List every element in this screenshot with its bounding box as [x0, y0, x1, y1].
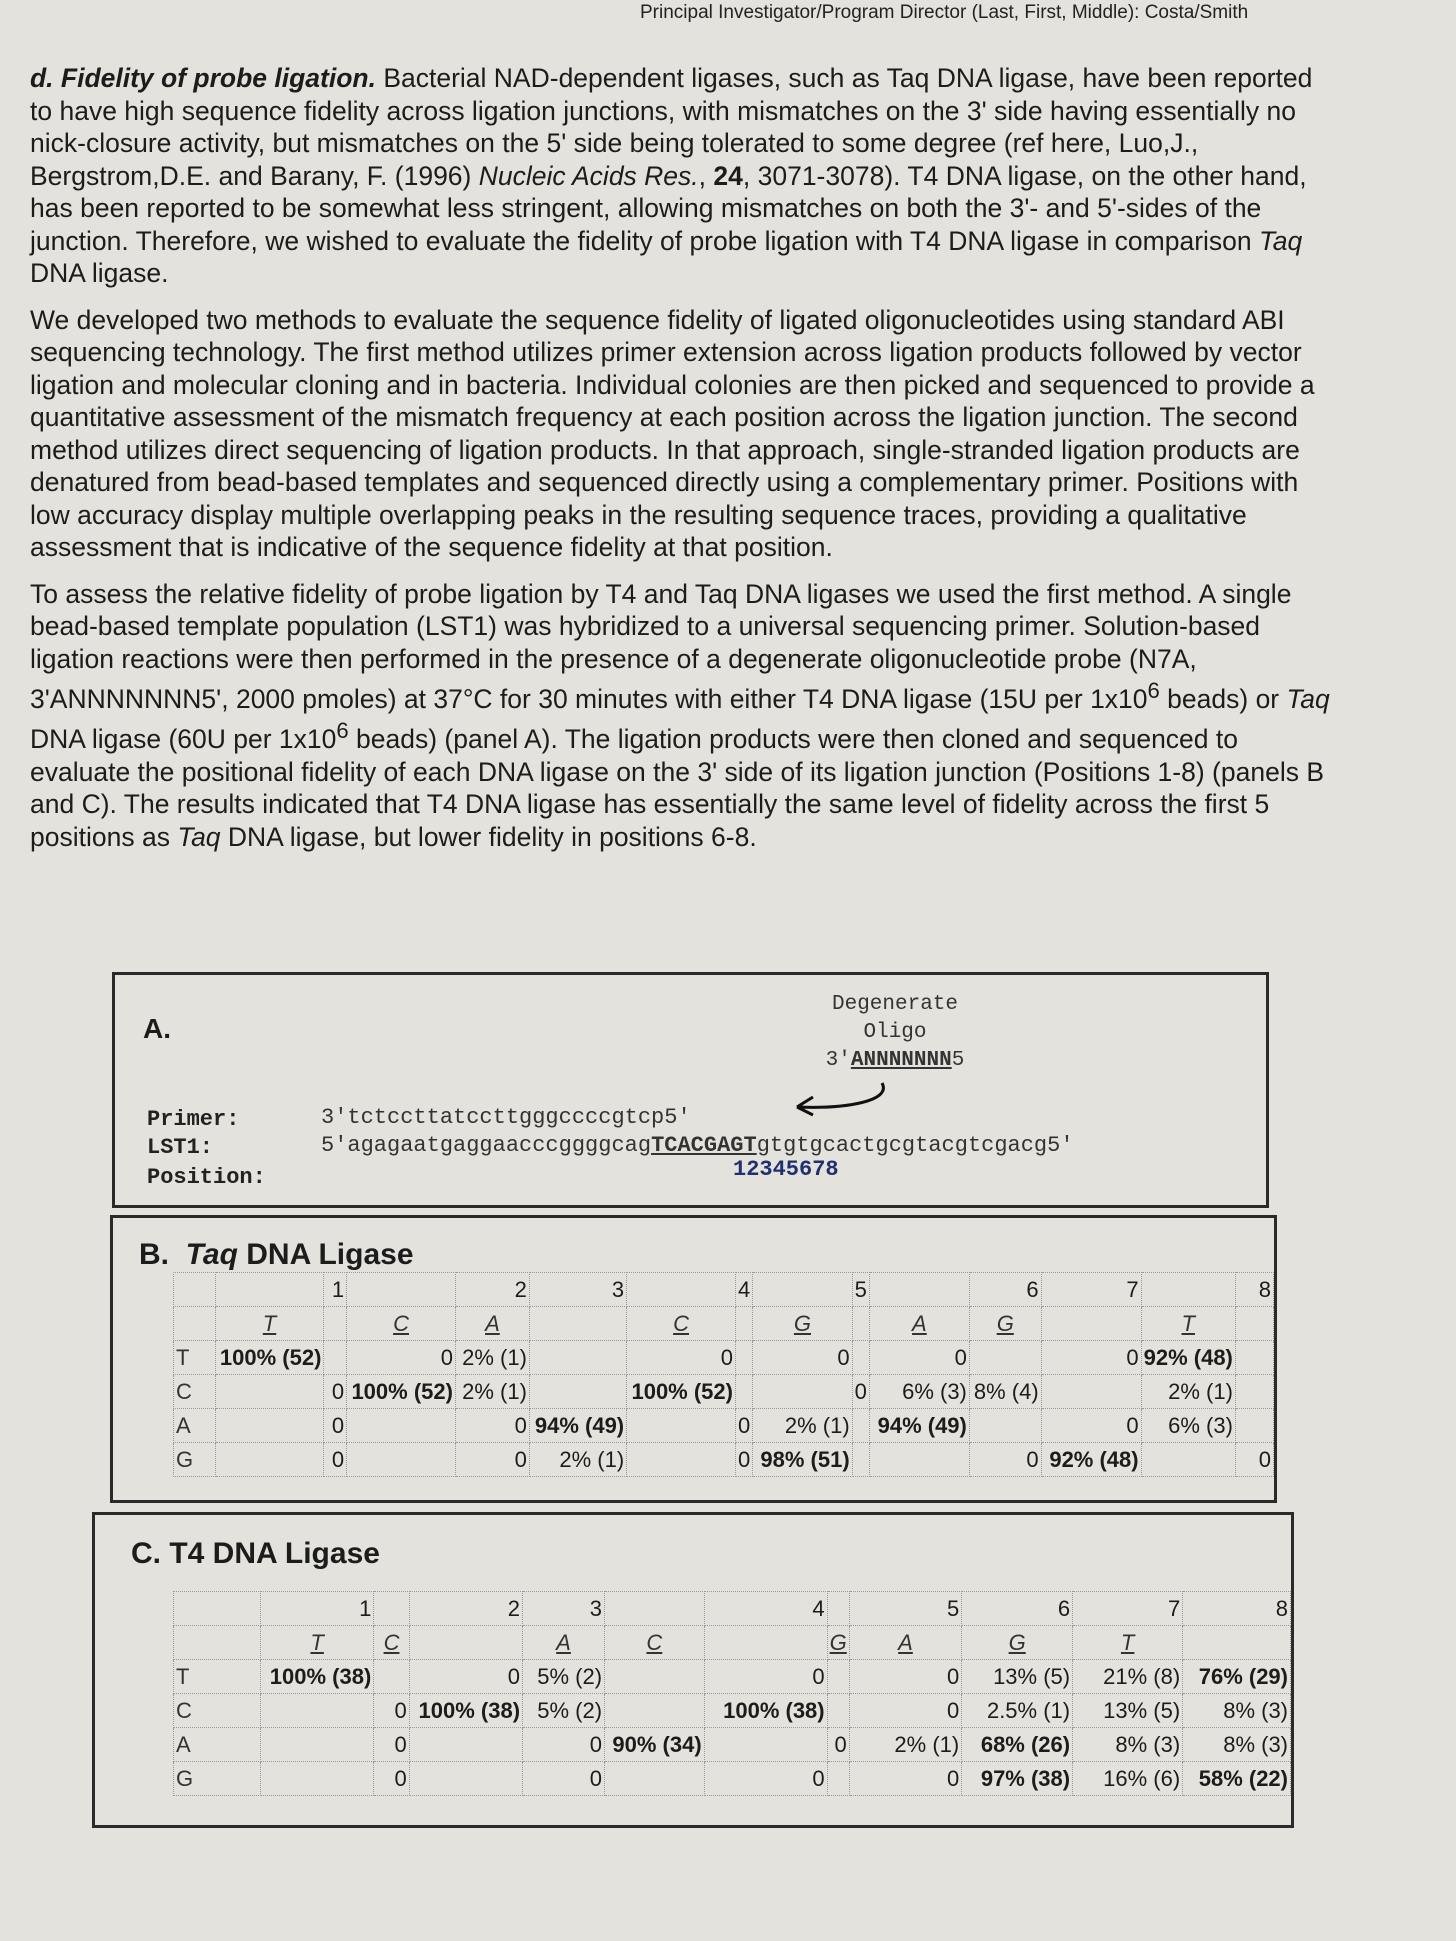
paragraph-1 — [30, 62, 1340, 290]
t4-base-cell: G — [962, 1626, 1073, 1660]
t4-row-a — [174, 1728, 1291, 1762]
lst1-sequence — [321, 1133, 1074, 1158]
t4-data-cell: 68% (26) — [962, 1728, 1073, 1762]
t4-data-cell: 13% (5) — [1073, 1694, 1183, 1728]
taq-data-cell: 0 — [852, 1375, 869, 1409]
taq-data-cell — [852, 1443, 869, 1477]
t4-data-cell: 2.5% (1) — [962, 1694, 1073, 1728]
t4-data-cell — [827, 1762, 849, 1796]
taq-data-cell: 0 — [455, 1409, 529, 1443]
taq-position-cell: 2 — [455, 1273, 529, 1307]
taq-data-cell: 94% (49) — [529, 1409, 626, 1443]
taq-row-label: A — [174, 1409, 216, 1443]
primer-label: Primer: — [147, 1107, 240, 1132]
taq-base-cell — [1041, 1307, 1141, 1341]
t4-data-cell: 90% (34) — [605, 1728, 705, 1762]
t4-data-cell: 0 — [523, 1728, 605, 1762]
t4-position-cell — [827, 1592, 849, 1626]
position-numbers: 12345678 — [733, 1157, 839, 1182]
p1-part-a: Bacterial NAD-dependent ligases, such as Taq DNA ligase, have been reported to have high sequence fidelity across ligation junctions, with mismatches on the 3' side having essentially no nick-closure activity, but mismatches on the 5' side being tolerated to some degree (ref here, Luo,J., Bergstrom,D.E. and Barany, F. (1996) — [30, 63, 1313, 191]
taq-data-cell — [324, 1341, 347, 1375]
t4-position-cell: 1 — [261, 1592, 374, 1626]
taq-data-cell: 8% (4) — [969, 1375, 1041, 1409]
t4-base-cell: T — [261, 1626, 374, 1660]
t4-data-cell: 58% (22) — [1183, 1762, 1291, 1796]
t4-row-c — [174, 1694, 1291, 1728]
taq-data-cell — [1235, 1375, 1273, 1409]
taq-data-cell: 0 — [869, 1341, 969, 1375]
taq-data-cell: 0 — [627, 1341, 736, 1375]
t4-data-cell: 21% (8) — [1073, 1660, 1183, 1694]
taq-data-cell: 0 — [735, 1443, 752, 1477]
panel-b-title-rest: DNA Ligase — [237, 1238, 414, 1271]
p3-part-e: DNA ligase, but lower fidelity in positions 6-8. — [220, 821, 757, 852]
t4-base-cell: A — [523, 1626, 605, 1660]
t4-data-cell: 0 — [374, 1762, 409, 1796]
oligo-suffix: 5 — [951, 1049, 965, 1072]
taq-data-cell: 100% (52) — [627, 1375, 736, 1409]
taq-data-cell — [753, 1375, 852, 1409]
t4-data-cell: 8% (3) — [1183, 1694, 1291, 1728]
taq-data-cell — [869, 1443, 969, 1477]
panel-b-title — [139, 1238, 414, 1272]
t4-data-cell — [827, 1694, 849, 1728]
taq-data-cell: 0 — [347, 1341, 456, 1375]
lst1-seq-c: gtgtgcactgcgtacgtcgacg5' — [756, 1133, 1074, 1158]
taq-data-cell: 2% (1) — [1141, 1375, 1235, 1409]
t4-row-label: G — [174, 1762, 261, 1796]
t4-base-cell: G — [827, 1626, 849, 1660]
taq-position-cell: 7 — [1041, 1273, 1141, 1307]
taq-data-cell — [735, 1375, 752, 1409]
t4-data-cell: 100% (38) — [704, 1694, 827, 1728]
taq-data-cell — [215, 1409, 324, 1443]
t4-data-cell — [605, 1762, 705, 1796]
panel-b — [110, 1215, 1277, 1503]
t4-data-cell: 0 — [374, 1694, 409, 1728]
taq-position-cell: 3 — [529, 1273, 626, 1307]
taq-data-cell: 2% (1) — [753, 1409, 852, 1443]
p1-part-c: , 3071-3078). T4 DNA ligase, on the other hand, has been reported to be somewhat less stringent, allowing mismatches on both the 3'- and 5'-sides of the junction. Therefore, we wished to evaluate the fidelity of probe ligation with T4 DNA ligase in comparison — [30, 160, 1307, 256]
taq-data-cell: 0 — [1235, 1443, 1273, 1477]
taq-position-cell: 1 — [324, 1273, 347, 1307]
t4-data-cell: 13% (5) — [962, 1660, 1073, 1694]
journal-volume: 24 — [713, 160, 743, 191]
t4-data-cell: 76% (29) — [1183, 1660, 1291, 1694]
taq-position-cell: 4 — [735, 1273, 752, 1307]
taq-data-cell: 0 — [455, 1443, 529, 1477]
taq-position-row — [174, 1273, 1274, 1307]
t4-data-cell — [605, 1694, 705, 1728]
taq-position-cell — [1141, 1273, 1235, 1307]
taq-data-cell: 92% (48) — [1141, 1341, 1235, 1375]
taq-base-cell: T — [215, 1307, 324, 1341]
t4-data-cell — [374, 1660, 409, 1694]
t4-data-cell: 8% (3) — [1183, 1728, 1291, 1762]
taq-data-cell — [529, 1375, 626, 1409]
position-label: Position: — [147, 1165, 266, 1190]
t4-data-cell: 0 — [374, 1728, 409, 1762]
t4-row-label: C — [174, 1694, 261, 1728]
taq-data-cell — [627, 1409, 736, 1443]
taq-data-cell: 0 — [324, 1443, 347, 1477]
taq-data-cell: 6% (3) — [869, 1375, 969, 1409]
body-text — [30, 62, 1340, 867]
taq-data-cell: 100% (52) — [215, 1341, 324, 1375]
t4-data-cell: 0 — [409, 1660, 522, 1694]
p3-sup-1: 6 — [1147, 678, 1160, 703]
taq-data-cell — [1235, 1341, 1273, 1375]
lst1-label: LST1: — [147, 1135, 214, 1160]
taq-data-cell: 100% (52) — [347, 1375, 456, 1409]
t4-data-cell: 8% (3) — [1073, 1728, 1183, 1762]
t4-data-cell: 2% (1) — [849, 1728, 961, 1762]
t4-data-cell: 5% (2) — [523, 1694, 605, 1728]
p3-taq-2: Taq — [177, 821, 221, 852]
degenerate-oligo-label — [805, 991, 985, 1075]
t4-data-cell: 0 — [849, 1660, 961, 1694]
taq-row-label: C — [174, 1375, 216, 1409]
t4-position-cell: 2 — [409, 1592, 522, 1626]
panel-a-title: A. — [143, 1013, 171, 1044]
taq-row-a — [174, 1409, 1274, 1443]
t4-position-cell: 7 — [1073, 1592, 1183, 1626]
p1-part-d: DNA ligase. — [30, 258, 169, 288]
arrow-icon — [787, 1079, 897, 1119]
t4-data-cell — [261, 1694, 374, 1728]
taq-base-cell: A — [869, 1307, 969, 1341]
t4-position-row — [174, 1592, 1291, 1626]
taq-data-cell: 0 — [1041, 1409, 1141, 1443]
taq-row-label: G — [174, 1443, 216, 1477]
taq-base-cell — [735, 1307, 752, 1341]
t4-position-cell — [374, 1592, 409, 1626]
lst1-seq-b: TCACGAGT — [651, 1133, 757, 1158]
oligo-sequence — [805, 1047, 985, 1075]
taq-base-cell — [174, 1307, 216, 1341]
taq-fidelity-table — [173, 1272, 1274, 1477]
p3-part-d: beads) (panel A). The ligation products were then cloned and sequenced to evaluate the positional fidelity of each DNA ligase on the 3' side of its ligation junction (Positions 1-8) (panels B and C). The results indicated that T4 DNA ligase has essentially the same level of fidelity across the first 5 positions as — [30, 724, 1324, 852]
panel-a — [112, 972, 1269, 1208]
taq-base-cell — [324, 1307, 347, 1341]
oligo-line-1: Degenerate — [831, 993, 959, 1016]
taq-data-cell: 0 — [735, 1409, 752, 1443]
taq-position-cell: 5 — [852, 1273, 869, 1307]
taq-base-cell — [529, 1307, 626, 1341]
taq-data-cell — [347, 1443, 456, 1477]
oligo-seq: ANNNNNNN — [850, 1049, 952, 1072]
p3-part-c: DNA ligase (60U per 1x10 — [30, 724, 337, 755]
taq-data-cell — [1235, 1409, 1273, 1443]
t4-row-t — [174, 1660, 1291, 1694]
t4-data-cell: 0 — [704, 1660, 827, 1694]
taq-row-t — [174, 1341, 1274, 1375]
t4-position-cell: 5 — [849, 1592, 961, 1626]
t4-data-cell: 0 — [523, 1762, 605, 1796]
taq-data-cell: 0 — [324, 1375, 347, 1409]
t4-base-cell: A — [849, 1626, 961, 1660]
p1-part-b: , — [698, 160, 714, 191]
taq-base-cell: C — [347, 1307, 456, 1341]
taq-row-c — [174, 1375, 1274, 1409]
taq-data-cell: 0 — [324, 1409, 347, 1443]
t4-row-label: A — [174, 1728, 261, 1762]
t4-base-cell — [1183, 1626, 1291, 1660]
t4-data-cell: 100% (38) — [409, 1694, 522, 1728]
taq-base-cell — [1235, 1307, 1273, 1341]
paragraph-2: We developed two methods to evaluate the sequence fidelity of ligated oligonucleotides using standard ABI sequencing technology. The first method utilizes primer extension across ligation products followed by vector ligation and molecular cloning and in bacteria. Individual colonies are then picked and sequenced to provide a quantitative assessment of the mismatch frequency at each position across the ligation junction. The second method utilizes direct sequencing of ligation products. In that approach, single-stranded ligation products are denatured from bead-based templates and sequenced directly using a complementary primer. Positions with low accuracy display multiple overlapping peaks in the resulting sequence traces, providing a qualitative assessment that is indicative of the sequence fidelity at that position. — [30, 304, 1315, 562]
t4-position-cell — [605, 1592, 705, 1626]
taq-position-cell — [869, 1273, 969, 1307]
t4-position-cell: 3 — [523, 1592, 605, 1626]
journal-name: Nucleic Acids Res. — [478, 160, 699, 191]
panel-c — [92, 1512, 1294, 1828]
paragraph-3 — [30, 578, 1340, 854]
taq-base-cell: G — [753, 1307, 852, 1341]
p3-part-b: beads) or — [1159, 683, 1287, 714]
taq-data-cell: 0 — [753, 1341, 852, 1375]
taq-position-cell — [174, 1273, 216, 1307]
t4-position-cell: 6 — [962, 1592, 1073, 1626]
taq-data-cell: 92% (48) — [1041, 1443, 1141, 1477]
taq-data-cell: 6% (3) — [1141, 1409, 1235, 1443]
taq-data-cell: 0 — [969, 1443, 1041, 1477]
t4-data-cell — [261, 1728, 374, 1762]
t4-position-cell: 8 — [1183, 1592, 1291, 1626]
taq-data-cell: 94% (49) — [869, 1409, 969, 1443]
taq-data-cell — [969, 1341, 1041, 1375]
taq-position-cell — [627, 1273, 736, 1307]
taq-base-cell — [852, 1307, 869, 1341]
p3-part-a: To assess the relative fidelity of probe ligation by T4 and Taq DNA ligases we used the first method. A single bead-based template population (LST1) was hybridized to a universal sequencing primer. Solution-based ligation reactions were then performed in the presence of a degenerate oligonucleotide probe (N7A, 3'ANNNNNNN5', 2000 pmoles) at 37°C for 30 minutes with either T4 DNA ligase (15U per 1x10 — [30, 578, 1292, 714]
t4-data-cell: 0 — [704, 1762, 827, 1796]
t4-base-row — [174, 1626, 1291, 1660]
t4-row-g — [174, 1762, 1291, 1796]
t4-data-cell: 0 — [849, 1762, 961, 1796]
t4-base-cell: T — [1073, 1626, 1183, 1660]
taq-base-cell: T — [1141, 1307, 1235, 1341]
t4-data-cell: 97% (38) — [962, 1762, 1073, 1796]
t4-data-cell — [409, 1762, 522, 1796]
taq-position-cell — [753, 1273, 852, 1307]
t4-data-cell — [409, 1728, 522, 1762]
taq-row-g — [174, 1443, 1274, 1477]
taq-row-label: T — [174, 1341, 216, 1375]
panel-b-title-italic: Taq — [185, 1238, 238, 1271]
p3-sup-2: 6 — [336, 718, 349, 744]
taq-data-cell — [735, 1341, 752, 1375]
t4-base-cell — [704, 1626, 827, 1660]
taq-data-cell: 2% (1) — [455, 1341, 529, 1375]
t4-data-cell: 0 — [849, 1694, 961, 1728]
taq-base-cell: A — [455, 1307, 529, 1341]
taq-position-cell: 6 — [969, 1273, 1041, 1307]
t4-position-cell: 4 — [704, 1592, 827, 1626]
taq-data-cell: 2% (1) — [455, 1375, 529, 1409]
t4-data-cell — [704, 1728, 827, 1762]
panel-b-letter: B. — [139, 1238, 169, 1271]
taq-data-cell — [852, 1409, 869, 1443]
section-title: d. Fidelity of probe ligation. — [30, 63, 376, 93]
t4-base-cell: C — [605, 1626, 705, 1660]
taq-data-cell — [215, 1443, 324, 1477]
taq-data-cell — [347, 1409, 456, 1443]
taq-position-cell — [215, 1273, 324, 1307]
taq-base-cell: C — [627, 1307, 736, 1341]
t4-base-cell — [174, 1626, 261, 1660]
t4-data-cell — [827, 1660, 849, 1694]
t4-row-label: T — [174, 1660, 261, 1694]
t4-data-cell — [605, 1660, 705, 1694]
taq-data-cell — [627, 1443, 736, 1477]
t4-data-cell — [261, 1762, 374, 1796]
t4-base-cell: C — [374, 1626, 409, 1660]
taq-data-cell: 98% (51) — [753, 1443, 852, 1477]
page-header: Principal Investigator/Program Director (Last, First, Middle): Costa/Smith — [640, 2, 1249, 23]
taq-data-cell — [529, 1341, 626, 1375]
oligo-prefix: 3' — [825, 1049, 851, 1072]
taq-base-row — [174, 1307, 1274, 1341]
t4-data-cell: 100% (38) — [261, 1660, 374, 1694]
t4-fidelity-table — [173, 1591, 1291, 1796]
taq-data-cell — [969, 1409, 1041, 1443]
taq-data-cell: 2% (1) — [529, 1443, 626, 1477]
p3-taq: Taq — [1286, 683, 1330, 714]
taq-position-cell: 8 — [1235, 1273, 1273, 1307]
t4-data-cell: 5% (2) — [523, 1660, 605, 1694]
oligo-line-2: Oligo — [863, 1021, 927, 1044]
taq-data-cell: 0 — [1041, 1341, 1141, 1375]
t4-data-cell: 16% (6) — [1073, 1762, 1183, 1796]
t4-data-cell: 0 — [827, 1728, 849, 1762]
panel-c-title: C. T4 DNA Ligase — [131, 1537, 380, 1570]
primer-sequence: 3'tctccttatccttgggccccgtcp5' — [321, 1105, 691, 1130]
taq-position-cell — [347, 1273, 456, 1307]
t4-position-cell — [174, 1592, 261, 1626]
taq-data-cell — [215, 1375, 324, 1409]
t4-base-cell — [409, 1626, 522, 1660]
taq-italic: Taq — [1259, 225, 1303, 256]
taq-data-cell — [1041, 1375, 1141, 1409]
taq-data-cell — [1141, 1443, 1235, 1477]
taq-data-cell — [852, 1341, 869, 1375]
taq-base-cell: G — [969, 1307, 1041, 1341]
lst1-seq-a: 5'agagaatgaggaacccggggcag — [321, 1133, 652, 1158]
